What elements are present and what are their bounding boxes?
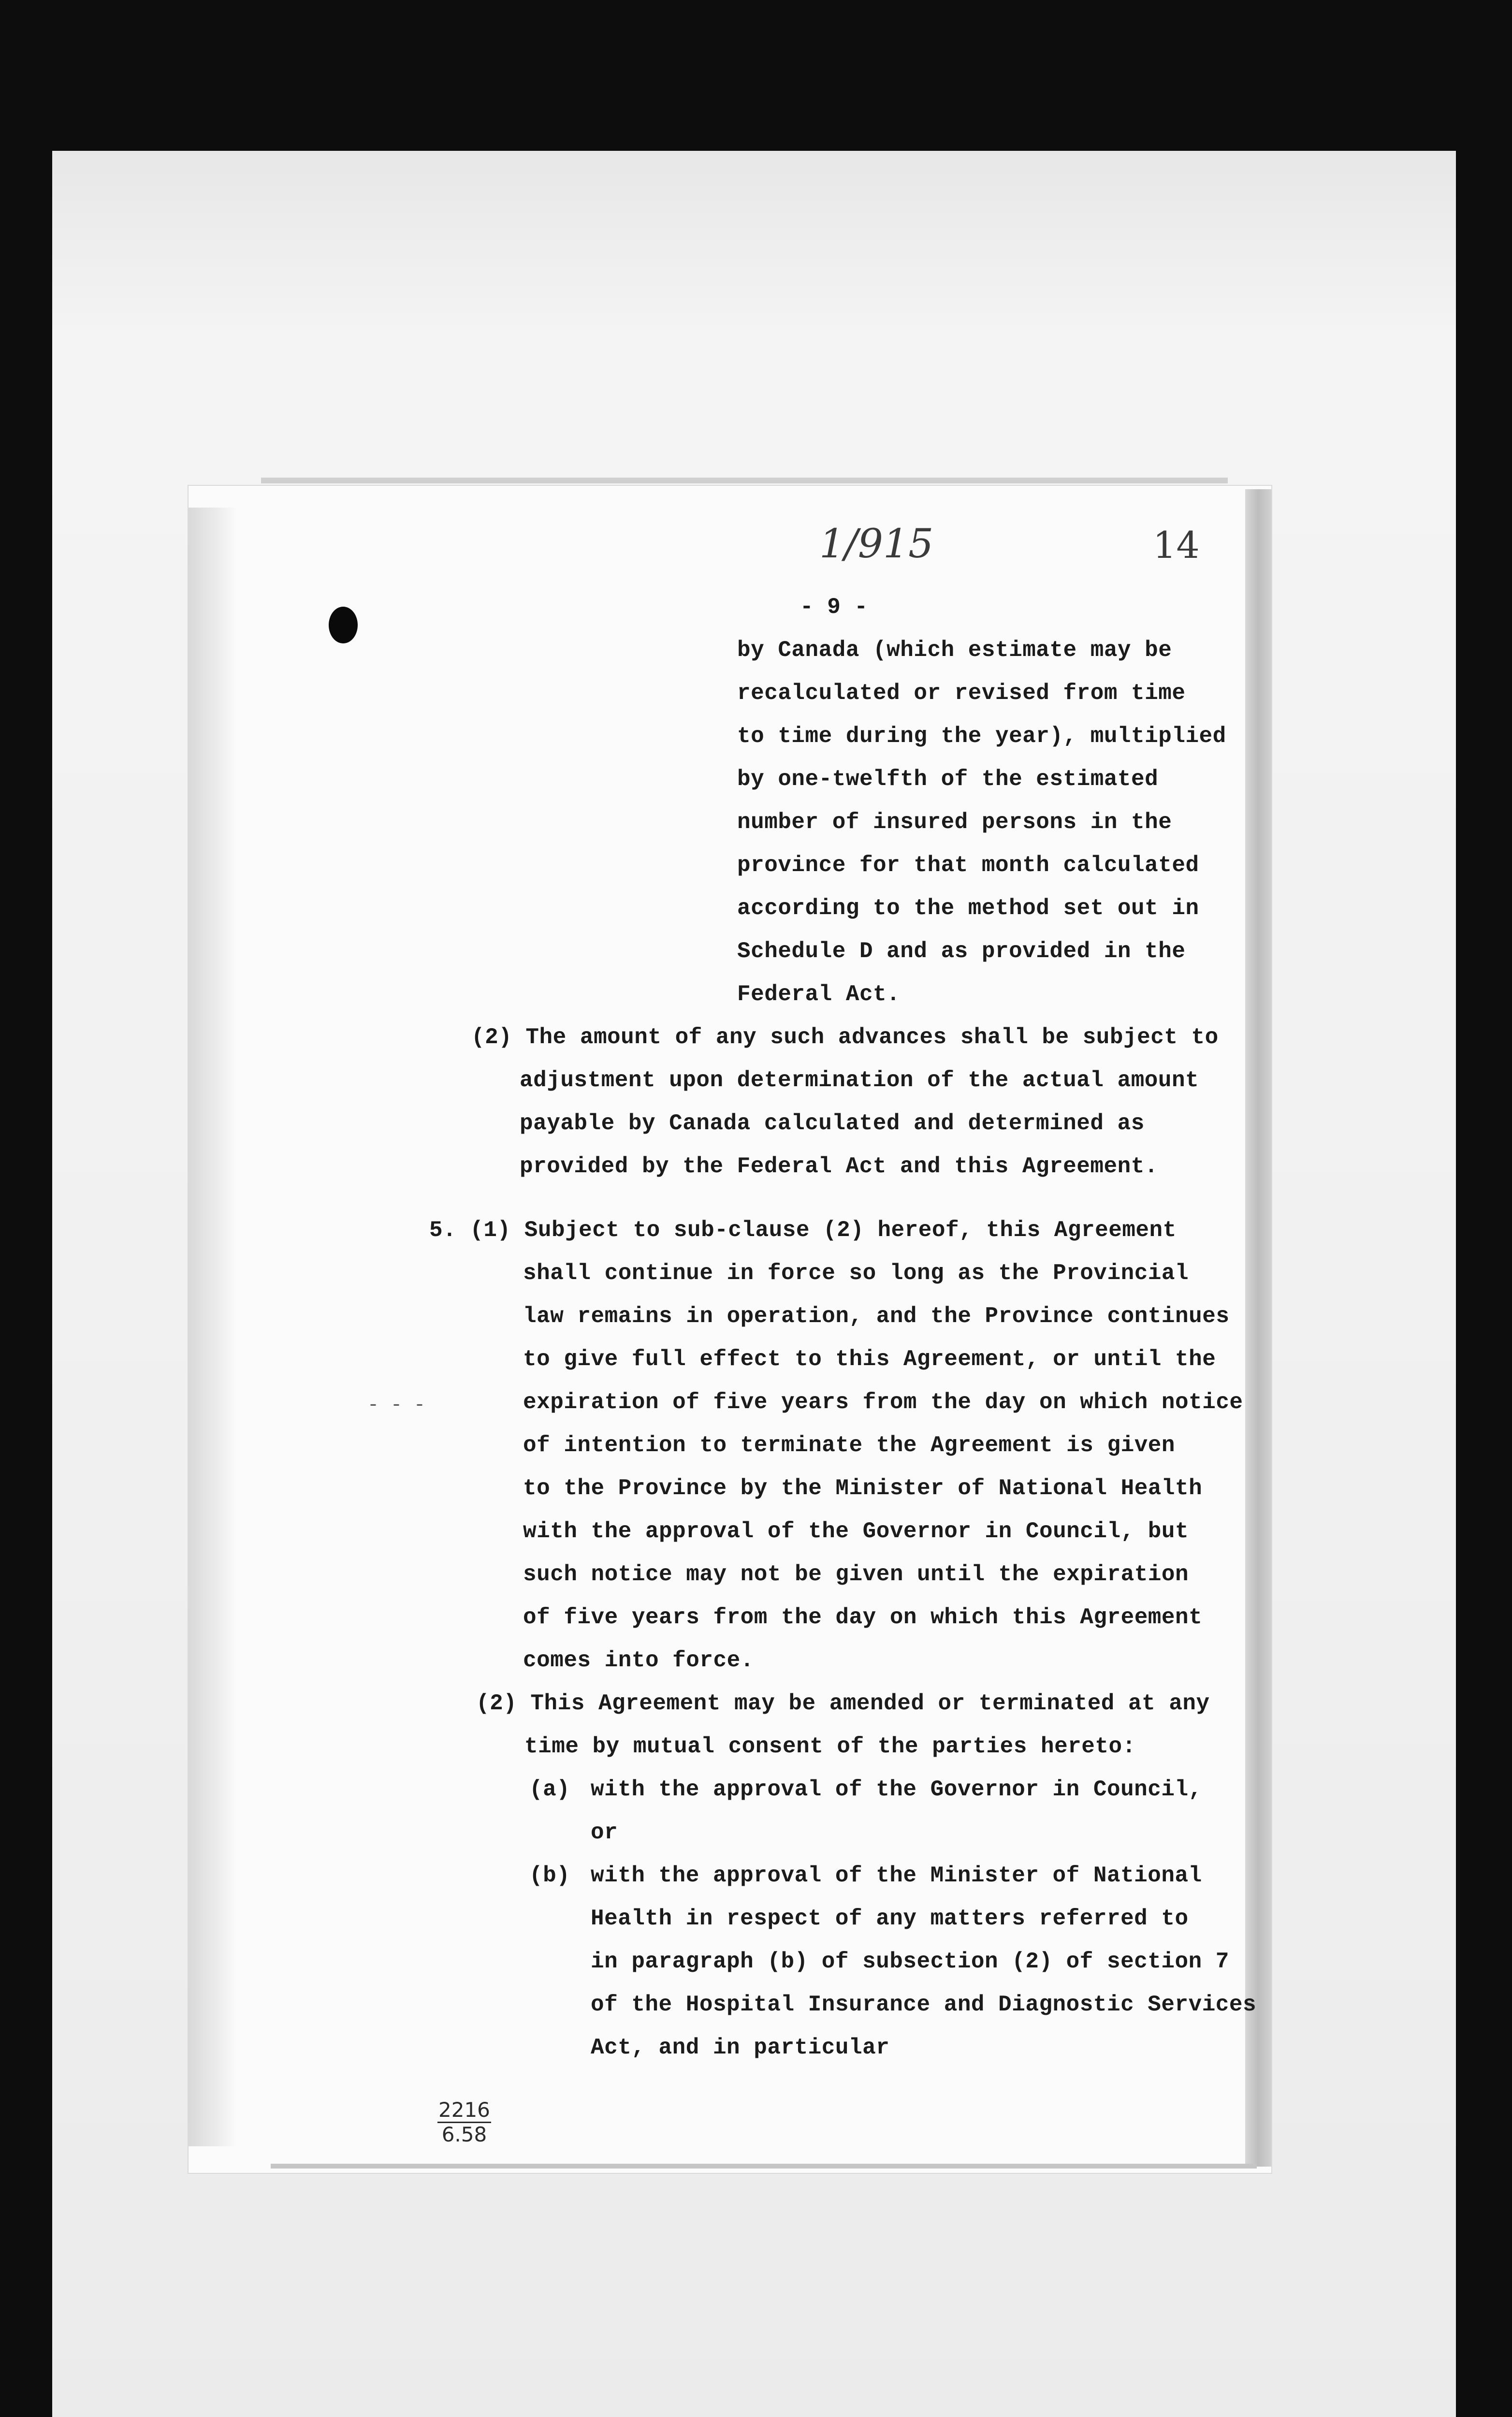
text-line: with the approval of the Governor in Council, [591,1777,1202,1802]
text-line: Act, and in particular [591,2035,890,2060]
text-line: to give full effect to this Agreement, or until the [523,1347,1216,1372]
text-line: (2) This Agreement may be amended or terminated at any [476,1691,1210,1716]
punch-hole [329,607,358,643]
text-line: Federal Act. [737,982,901,1007]
text-line: according to the method set out in [737,896,1199,921]
sheet-bottom-edge [271,2164,1257,2169]
text-line: comes into force. [523,1648,754,1673]
text-line: recalculated or revised from time [737,681,1186,706]
form-number [437,2099,491,2145]
text-line: of the Hospital Insurance and Diagnostic Services [591,1992,1257,2017]
text-line: Schedule D and as provided in the [737,939,1186,964]
text-line: by Canada (which estimate may be [737,638,1172,663]
text-line: with the approval of the Minister of National [591,1863,1202,1888]
text-line: number of insured persons in the [737,810,1172,835]
handwritten-page-number: 14 [1153,524,1200,567]
text-line: law remains in operation, and the Province continues [523,1304,1230,1329]
text-line: to the Province by the Minister of National Health [523,1476,1203,1501]
text-line: payable by Canada calculated and determined as [520,1111,1145,1136]
form-number-date: 6.58 [441,2123,487,2147]
text-line: adjustment upon determination of the actual amount [520,1068,1199,1093]
margin-mark: - - - [367,1395,426,1416]
text-line: such notice may not be given until the expiration [523,1562,1189,1587]
text-line: expiration of five years from the day on which notice [523,1390,1243,1415]
page-number: - 9 - [800,595,868,620]
text-line: 5. (1) Subject to sub-clause (2) hereof, this Agreement [429,1218,1177,1243]
handwritten-reference: 1/915 [819,521,934,567]
text-line: with the approval of the Governor in Council, but [523,1519,1189,1544]
text-line: province for that month calculated [737,853,1199,878]
text-line: of five years from the day on which this Agreement [523,1605,1203,1630]
text-line: provided by the Federal Act and this Agreement. [520,1154,1158,1179]
text-line: or [591,1820,618,1845]
text-line: by one-twelfth of the estimated [737,767,1159,792]
list-marker: (a) [529,1777,570,1802]
text-line: Health in respect of any matters referred to [591,1906,1189,1931]
text-line: time by mutual consent of the parties hereto: [524,1734,1136,1759]
text-line: in paragraph (b) of subsection (2) of section 7 [591,1949,1229,1974]
form-number-code: 2216 [437,2099,491,2123]
text-line: shall continue in force so long as the Provincial [523,1261,1189,1286]
sheet-left-shadow [189,508,237,2146]
list-marker: (b) [529,1863,570,1888]
text-line: of intention to terminate the Agreement is given [523,1433,1176,1458]
text-line: (2) The amount of any such advances shall be subject to [471,1025,1219,1050]
text-line: to time during the year), multiplied [737,724,1226,749]
sheet-right-edge [1245,489,1271,2167]
sheet-top-edge [261,478,1228,483]
